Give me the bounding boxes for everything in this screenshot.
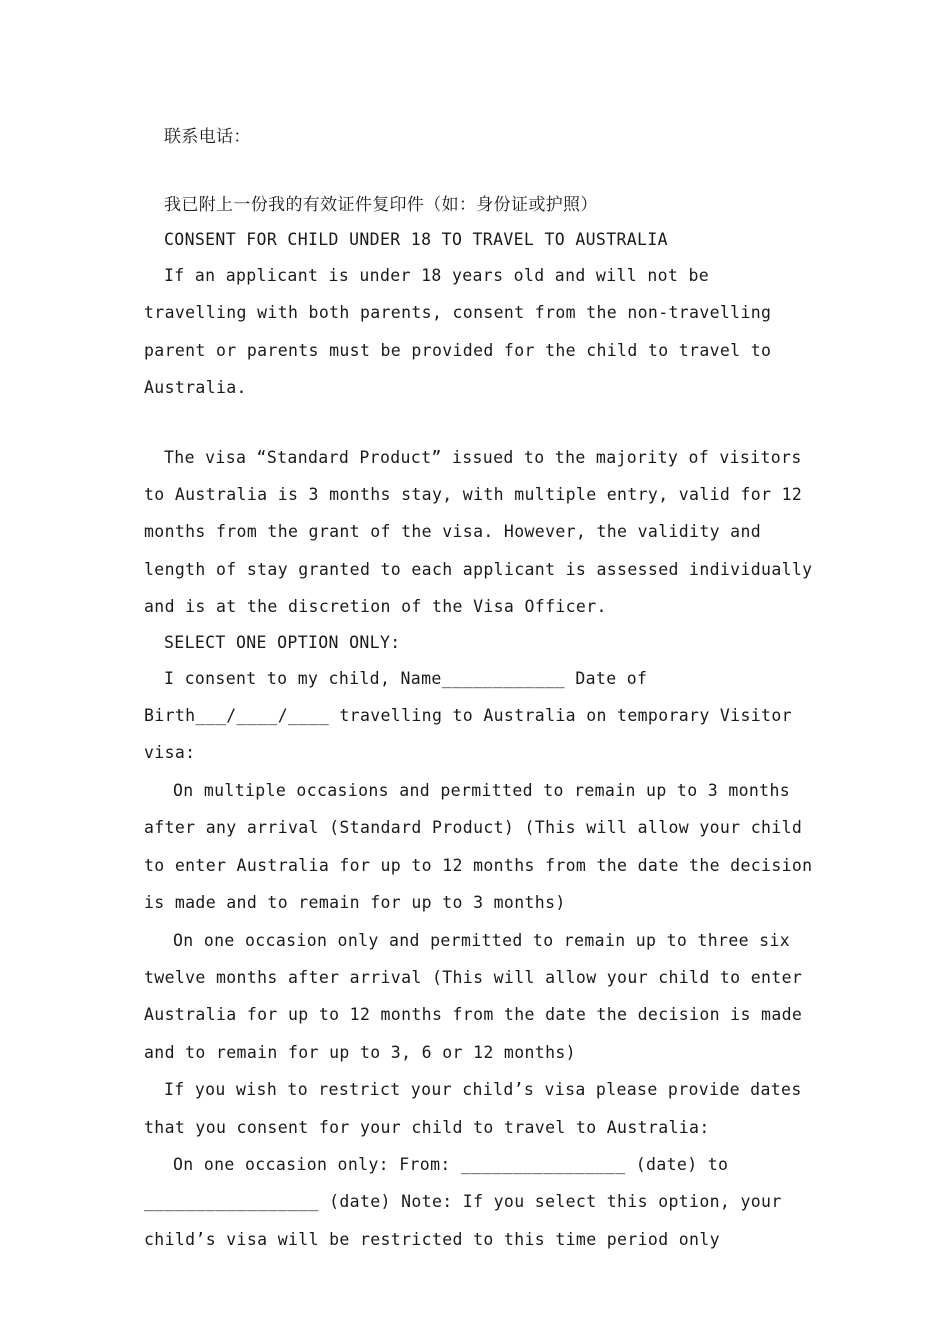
option-dates-restricted: On one occasion only: From: ________________ (date) to _________________ (date) Note: If you select this option, your child’s visa will be restricted to this time period only — [144, 1154, 782, 1249]
para-restrict-visa: If you wish to restrict your child’s visa please provide dates that you consent for your child to travel to Australia: — [144, 1080, 802, 1137]
spacer — [144, 407, 814, 439]
id-copy-note: 我已附上一份我的有效证件复印件（如：身份证或护照） — [164, 195, 598, 215]
document-body — [144, 120, 814, 1258]
consent-heading: CONSENT FOR CHILD UNDER 18 TO TRAVEL TO AUSTRALIA — [164, 230, 668, 249]
option-one-occasion: On one occasion only and permitted to remain up to three six twelve months after arrival (This will allow your child to enter Australia for up to 12 months from the date the decision is made and to remain for up to 3, 6 or 12 months) — [144, 930, 803, 1062]
contact-phone-label: 联系电话： — [164, 127, 251, 147]
select-option-heading: SELECT ONE OPTION ONLY: — [164, 632, 401, 652]
para-visa-standard-product: The visa “Standard Product” issued to the majority of visitors to Australia is 3 months stay, with multiple entry, valid for 12 months from the grant of the visa. However, the validity and length of stay granted to each applicant is assessed individually and is at the discretion of the Visa Officer. — [144, 447, 813, 617]
para-consent-child: I consent to my child, Name____________ Date of Birth___/____/____ travelling to Australia on temporary Visitor visa: — [144, 668, 792, 763]
para-applicant: If an applicant is under 18 years old and will not be travelling with both parents, consent from the non-travelling parent or parents must be provided for the child to travel to Australia. — [144, 266, 772, 398]
option-multiple-occasions: On multiple occasions and permitted to remain up to 3 months after any arrival (Standard Product) (This will allow your child to enter Australia for up to 12 months from the date the decision is made and to remain for up to 3 months) — [144, 780, 813, 913]
spacer — [144, 154, 814, 188]
